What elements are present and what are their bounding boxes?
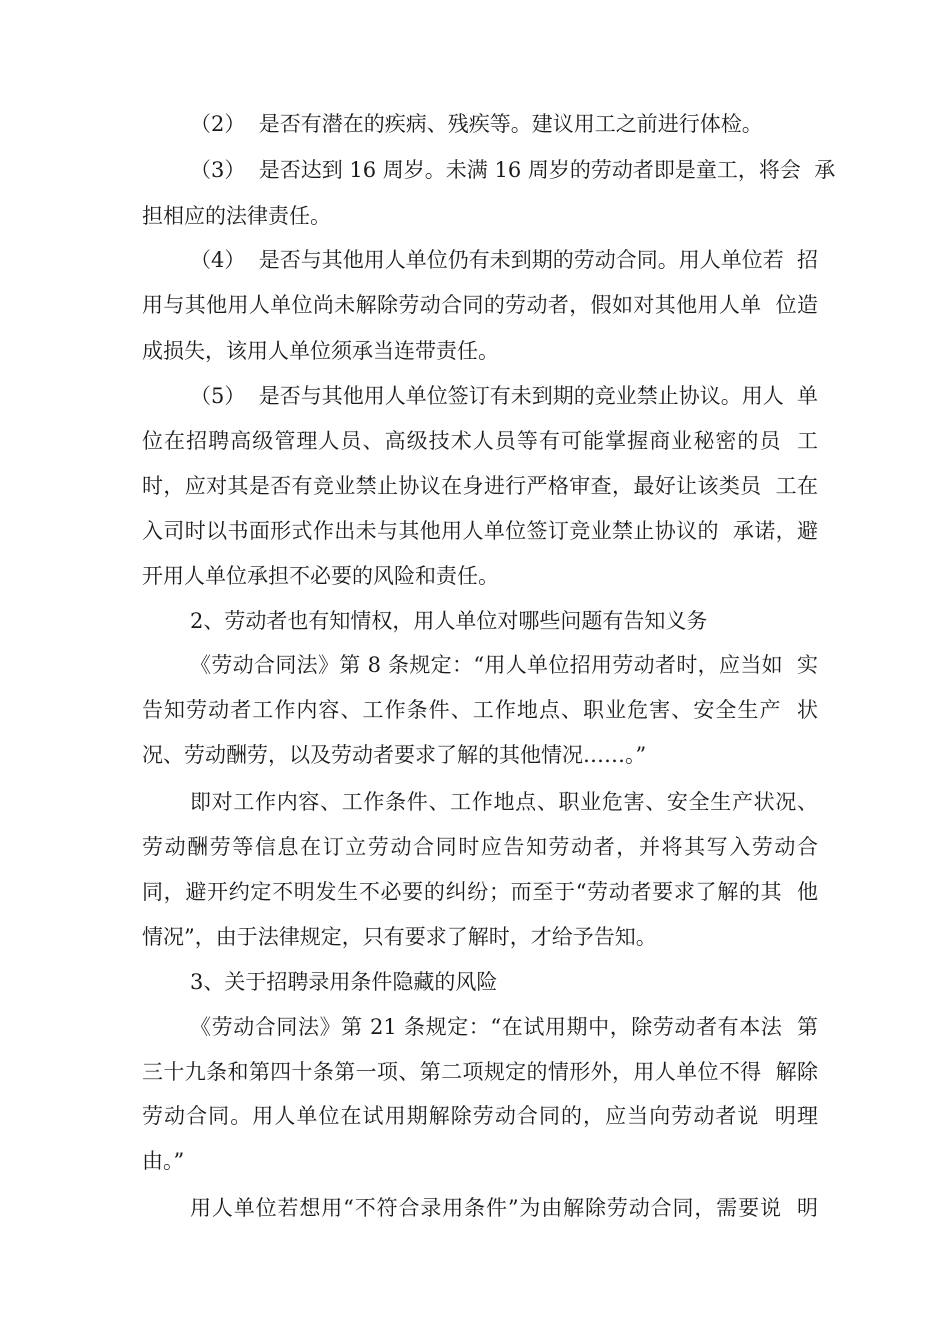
law-article-8-line-1: 《劳动合同法》第 8 条规定：“用人单位招用劳动者时，应当如 实 xyxy=(190,653,818,677)
paragraph-item-2-line-1: （2） 是否有潜在的疾病、残疾等。建议用工之前进行体检。 xyxy=(190,112,763,136)
section-heading-2: 2、劳动者也有知情权，用人单位对哪些问题有告知义务 xyxy=(190,609,708,633)
paragraph-item-4-line-2: 用与其他用人单位尚未解除劳动合同的劳动者，假如对其他用人单 位造 xyxy=(142,293,818,317)
law-article-8-line-3: 况、劳动酬劳，以及劳动者要求了解的其他情况……。” xyxy=(142,743,647,767)
paragraph-item-4-line-3: 成损失，该用人单位须承当连带责任。 xyxy=(142,339,499,363)
final-paragraph-line-1: 用人单位若想用“不符合录用条件”为由解除劳动合同，需要说 明 xyxy=(190,1196,818,1220)
law-article-21-line-4: 由。” xyxy=(142,1149,185,1173)
paragraph-item-3-line-1: （3） 是否达到 16 周岁。未满 16 周岁的劳动者即是童工，将会 承 xyxy=(190,158,836,182)
paragraph-item-5-line-4: 入司时以书面形式作出未与其他用人单位签订竞业禁止协议的 承诺，避 xyxy=(142,519,818,543)
paragraph-item-5-line-3: 时，应对其是否有竞业禁止协议在身进行严格审查，最好让该类员 工在 xyxy=(142,474,818,498)
section-heading-3: 3、关于招聘录用条件隐藏的风险 xyxy=(190,970,498,994)
law-article-21-line-2: 三十九条和第四十条第一项、第二项规定的情形外，用人单位不得 解除 xyxy=(142,1060,818,1084)
law-article-21-line-3: 劳动合同。用人单位在试用期解除劳动合同的，应当向劳动者说 明理 xyxy=(142,1104,818,1128)
paragraph-item-3-line-2: 担相应的法律责任。 xyxy=(142,204,331,228)
law-article-8-line-2: 告知劳动者工作内容、工作条件、工作地点、职业危害、安全生产 状 xyxy=(142,698,818,722)
explanation-line-4: 情况”，由于法律规定，只有要求了解时，才给予告知。 xyxy=(142,925,657,949)
paragraph-item-4-line-1: （4） 是否与其他用人单位仍有未到期的劳动合同。用人单位若 招 xyxy=(190,248,819,272)
paragraph-item-5-line-1: （5） 是否与其他用人单位签订有未到期的竞业禁止协议。用人 单 xyxy=(190,384,819,408)
paragraph-item-5-line-2: 位在招聘高级管理人员、高级技术人员等有可能掌握商业秘密的员 工 xyxy=(142,429,818,453)
explanation-line-1: 即对工作内容、工作条件、工作地点、职业危害、安全生产状况、 xyxy=(190,790,818,814)
explanation-line-2: 劳动酬劳等信息在订立劳动合同时应告知劳动者，并将其写入劳动合 xyxy=(142,835,818,859)
explanation-line-3: 同，避开约定不明发生不必要的纠纷；而至于“劳动者要求了解的其 他 xyxy=(142,880,818,904)
law-article-21-line-1: 《劳动合同法》第 21 条规定：“在试用期中，除劳动者有本法 第 xyxy=(190,1015,818,1039)
paragraph-item-5-line-5: 开用人单位承担不必要的风险和责任。 xyxy=(142,564,499,588)
